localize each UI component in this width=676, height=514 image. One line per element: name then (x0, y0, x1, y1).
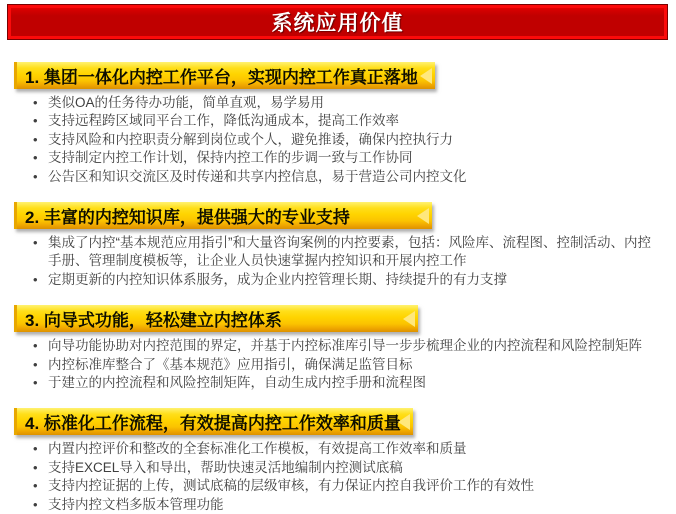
section-2-bullet-list (0, 234, 676, 289)
bullet-item: • 于建立的内控流程和风险控制矩阵，自动生成内控手册和流程图 (48, 374, 662, 392)
section-3-heading-bar (14, 305, 418, 332)
chevron-left-icon (420, 68, 432, 84)
section-1-bullet-list (0, 94, 676, 186)
section-1 (0, 62, 676, 186)
section-4-bullet-list (0, 440, 676, 514)
bullet-item: • 向导功能协助对内控范围的界定，并基于内控标准库引导一步步梳理企业的内控流程和风险控制矩阵 (48, 337, 662, 355)
bullet-item: • 集成了内控“基本规范应用指引”和大量咨询案例的内控要素，包括：风险库、流程图、控制活动、内控手册、管理制度模板等，让企业人员快速掌握内控知识和开展内控工作 (48, 234, 662, 271)
title-banner (8, 5, 667, 39)
section-2 (0, 202, 676, 289)
chevron-left-icon (403, 311, 415, 327)
section-3 (0, 305, 676, 392)
bullet-item: • 支持风险和内控职责分解到岗位或个人，避免推诿，确保内控执行力 (48, 131, 662, 149)
slide (0, 5, 676, 512)
bullet-item: • 支持制定内控工作计划，保持内控工作的步调一致与工作协同 (48, 149, 662, 167)
section-3-bullet-list (0, 337, 676, 392)
bullet-item: • 支持远程跨区域同平台工作，降低沟通成本，提高工作效率 (48, 112, 662, 130)
chevron-left-icon (398, 414, 410, 430)
bullet-item: • 定期更新的内控知识体系服务，成为企业内控管理长期、持续提升的有力支撑 (48, 271, 662, 289)
bullet-item: • 支持内控文档多版本管理功能 (48, 496, 662, 514)
chevron-left-icon (417, 208, 429, 224)
bullet-item: • 公告区和知识交流区及时传递和共享内控信息，易于营造公司内控文化 (48, 168, 662, 186)
section-4-title: 4. 标准化工作流程，有效提高内控工作效率和质量 (25, 414, 401, 434)
section-3-title: 3. 向导式功能，轻松建立内控体系 (25, 311, 282, 331)
section-2-heading-bar (14, 202, 432, 229)
section-1-heading-bar (14, 62, 435, 89)
bullet-item: • 支持EXCEL导入和导出，帮助快速灵活地编制内控测试底稿 (48, 459, 662, 477)
section-2-title: 2. 丰富的内控知识库，提供强大的专业支持 (25, 208, 350, 228)
bullet-item: • 内控标准库整合了《基本规范》应用指引，确保满足监管目标 (48, 356, 662, 374)
page-title: 系统应用价值 (271, 12, 404, 35)
bullet-item: • 支持内控证据的上传，测试底稿的层级审核，有力保证内控自我评价工作的有效性 (48, 477, 662, 495)
section-4 (0, 408, 676, 514)
bullet-item: • 类似OA的任务待办功能，简单直观，易学易用 (48, 94, 662, 112)
section-4-heading-bar (14, 408, 413, 435)
section-1-title: 1. 集团一体化内控工作平台，实现内控工作真正落地 (25, 68, 418, 87)
bullet-item: • 内置内控评价和整改的全套标准化工作模板，有效提高工作效率和质量 (48, 440, 662, 458)
